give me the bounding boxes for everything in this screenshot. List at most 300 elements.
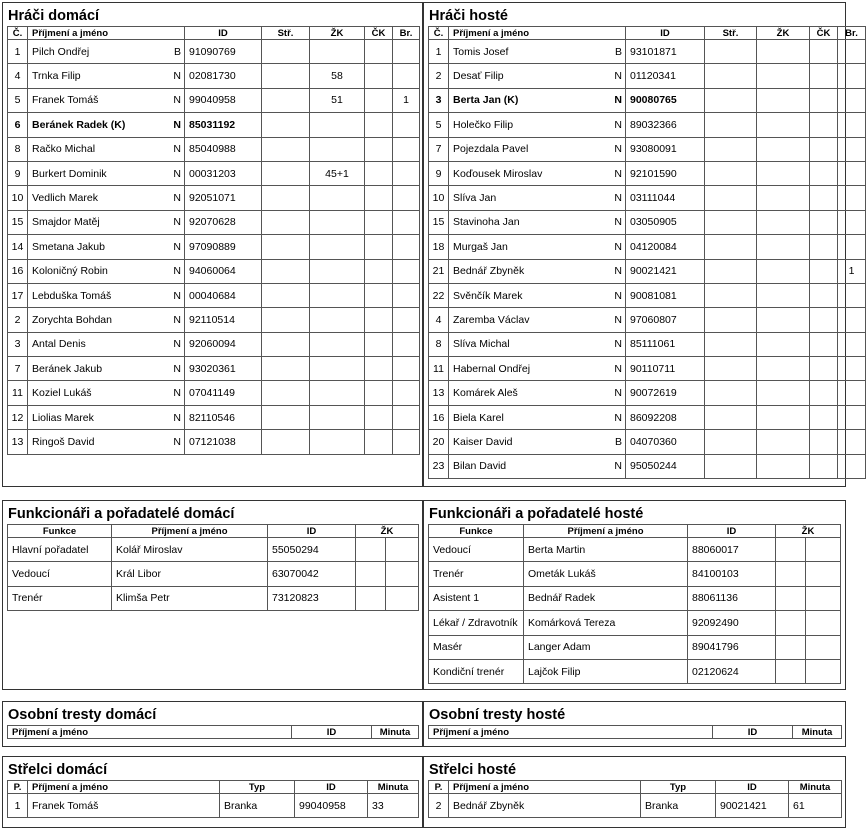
table-row (429, 137, 866, 161)
player-id: 85031192 (185, 113, 262, 137)
player-name (449, 308, 626, 332)
player-goals (838, 186, 866, 210)
col-name: Příjmení a jméno (112, 525, 268, 538)
player-number: 3 (8, 332, 28, 356)
player-number: 21 (429, 259, 449, 283)
player-goals (393, 283, 420, 307)
col-no: P. (8, 781, 28, 794)
player-name (28, 210, 185, 234)
official-name: Král Libor (112, 562, 268, 586)
col-minute: Minuta (368, 781, 419, 794)
scorer-minute: 33 (368, 794, 419, 818)
table-row (429, 186, 866, 210)
player-substitution (705, 283, 757, 307)
official-extra-cell (806, 538, 841, 562)
official-id: 88060017 (688, 538, 776, 562)
player-name-text: Koziel Lukáš (32, 387, 92, 400)
player-substitution (705, 210, 757, 234)
official-name: Lajčok Filip (524, 659, 688, 683)
officials-away-title: Funkcionáři a pořadatelé hosté (429, 506, 644, 522)
player-red-card (365, 161, 393, 185)
player-name-text: Trnka Filip (32, 70, 81, 83)
table-row (429, 88, 866, 112)
player-yellow-card (757, 430, 810, 454)
table-row (429, 40, 866, 64)
player-name (449, 381, 626, 405)
player-name (28, 64, 185, 88)
player-substitution (262, 40, 310, 64)
player-substitution (705, 357, 757, 381)
player-red-card (810, 235, 838, 259)
player-goals (393, 381, 420, 405)
player-substitution (262, 259, 310, 283)
player-number: 1 (429, 40, 449, 64)
player-flag: N (173, 216, 181, 229)
table-row (429, 235, 866, 259)
player-substitution (705, 137, 757, 161)
officials-away-panel (423, 500, 846, 690)
player-name (449, 113, 626, 137)
scorer-number: 1 (8, 794, 28, 818)
player-flag: N (614, 362, 622, 375)
table-row (8, 113, 420, 137)
officials-home-panel (2, 500, 423, 690)
table-row (429, 64, 866, 88)
player-name-text: Pilch Ondřej (32, 45, 90, 58)
player-name (449, 186, 626, 210)
player-flag: N (173, 362, 181, 375)
player-name (449, 259, 626, 283)
player-goals (838, 308, 866, 332)
player-name (449, 64, 626, 88)
official-id: 63070042 (268, 562, 356, 586)
player-yellow-card (757, 137, 810, 161)
player-id: 90081081 (626, 283, 705, 307)
col-id: ID (268, 525, 356, 538)
col-zk: ŽK (757, 27, 810, 40)
scorer-minute: 61 (789, 794, 842, 818)
player-number: 17 (8, 283, 28, 307)
player-substitution (262, 161, 310, 185)
player-name-text: Svěnčík Marek (453, 289, 523, 302)
player-red-card (810, 381, 838, 405)
player-red-card (810, 186, 838, 210)
player-yellow-card (310, 430, 365, 454)
official-extra-cell (806, 586, 841, 610)
player-name (449, 235, 626, 259)
player-yellow-card (757, 332, 810, 356)
player-red-card (365, 210, 393, 234)
player-number: 9 (8, 161, 28, 185)
official-id: 89041796 (688, 635, 776, 659)
player-id: 85040988 (185, 137, 262, 161)
player-number: 23 (429, 454, 449, 478)
player-red-card (810, 64, 838, 88)
player-flag: N (614, 387, 622, 400)
player-id: 90072619 (626, 381, 705, 405)
official-role: Kondiční trenér (429, 659, 524, 683)
player-red-card (810, 405, 838, 429)
player-flag: B (614, 435, 622, 448)
players-home-table (7, 26, 420, 455)
player-number: 15 (429, 210, 449, 234)
player-flag: N (614, 338, 622, 351)
official-yellow-card (356, 586, 386, 610)
player-name-text: Račko Michal (32, 143, 96, 156)
col-minute: Minuta (789, 781, 842, 794)
player-id: 90110711 (626, 357, 705, 381)
player-yellow-card (310, 137, 365, 161)
official-extra-cell (806, 562, 841, 586)
table-row (429, 611, 841, 635)
player-number: 18 (429, 235, 449, 259)
player-name-text: Desať Filip (453, 70, 504, 83)
player-id: 99040958 (185, 88, 262, 112)
player-id: 90021421 (626, 259, 705, 283)
player-id: 91090769 (185, 40, 262, 64)
player-name-text: Slíva Jan (453, 192, 497, 205)
player-substitution (705, 308, 757, 332)
officials-away-rows (429, 538, 841, 684)
penalties-home-title: Osobní tresty domácí (8, 707, 157, 723)
player-name (28, 308, 185, 332)
player-number: 22 (429, 283, 449, 307)
player-name (28, 332, 185, 356)
official-yellow-card (356, 538, 386, 562)
player-name (449, 430, 626, 454)
player-flag: N (614, 70, 622, 83)
col-id: ID (716, 781, 789, 794)
player-red-card (365, 64, 393, 88)
player-goals (838, 332, 866, 356)
table-row (8, 332, 420, 356)
col-ck: ČK (810, 27, 838, 40)
scorers-home-header (8, 781, 419, 794)
col-name: Příjmení a jméno (28, 27, 185, 40)
player-id: 90080765 (626, 88, 705, 112)
player-name (449, 210, 626, 234)
player-name (28, 357, 185, 381)
player-goals (838, 381, 866, 405)
player-name (449, 332, 626, 356)
table-row (8, 586, 419, 610)
player-red-card (810, 430, 838, 454)
players-away-rows (429, 40, 866, 479)
official-extra-cell (806, 659, 841, 683)
player-id: 04120084 (626, 235, 705, 259)
player-name (28, 381, 185, 405)
official-name: Berta Martin (524, 538, 688, 562)
player-red-card (810, 454, 838, 478)
official-yellow-card (776, 538, 806, 562)
player-name (449, 405, 626, 429)
official-yellow-card (776, 586, 806, 610)
player-name-text: Kaiser David (453, 435, 513, 448)
player-id: 92051071 (185, 186, 262, 210)
player-goals (838, 88, 866, 112)
officials-home-title: Funkcionáři a pořadatelé domácí (8, 506, 235, 522)
col-name: Příjmení a jméno (28, 781, 220, 794)
player-red-card (365, 137, 393, 161)
player-name-text: Liolias Marek (32, 411, 94, 424)
player-number: 6 (8, 113, 28, 137)
official-id: 84100103 (688, 562, 776, 586)
player-number: 4 (8, 64, 28, 88)
player-red-card (810, 113, 838, 137)
player-name-text: Stavinoha Jan (453, 216, 520, 229)
table-row (8, 283, 420, 307)
player-yellow-card (310, 210, 365, 234)
player-id: 92070628 (185, 210, 262, 234)
player-number: 2 (429, 64, 449, 88)
player-name (449, 161, 626, 185)
official-id: 88061136 (688, 586, 776, 610)
player-name-text: Berta Jan (K) (453, 94, 519, 107)
player-id: 97090889 (185, 235, 262, 259)
player-name-text: Franek Tomáš (32, 94, 99, 107)
scorers-home-panel (2, 756, 423, 828)
scorers-away-table (428, 780, 842, 818)
player-name (28, 235, 185, 259)
players-away-title: Hráči hosté (429, 8, 508, 24)
table-row (8, 88, 420, 112)
player-id: 00031203 (185, 161, 262, 185)
player-flag: N (173, 289, 181, 302)
player-substitution (262, 137, 310, 161)
player-goals (838, 113, 866, 137)
player-flag: N (173, 118, 181, 131)
table-row (429, 283, 866, 307)
player-id: 82110546 (185, 405, 262, 429)
player-flag: N (614, 192, 622, 205)
scorers-away-rows (429, 794, 842, 818)
player-yellow-card (310, 113, 365, 137)
table-row (8, 259, 420, 283)
player-goals (393, 40, 420, 64)
table-row (8, 405, 420, 429)
official-name: Komárková Tereza (524, 611, 688, 635)
col-str: Stř. (262, 27, 310, 40)
official-name: Langer Adam (524, 635, 688, 659)
official-yellow-card (776, 659, 806, 683)
player-name-text: Smetana Jakub (32, 240, 105, 253)
player-yellow-card (310, 186, 365, 210)
col-zk: ŽK (776, 525, 841, 538)
table-row (429, 161, 866, 185)
table-row (429, 538, 841, 562)
player-yellow-card: 51 (310, 88, 365, 112)
player-flag: N (173, 265, 181, 278)
player-yellow-card (757, 405, 810, 429)
official-name: Bednář Radek (524, 586, 688, 610)
col-no: P. (429, 781, 449, 794)
col-id: ID (185, 27, 262, 40)
player-name (28, 161, 185, 185)
col-str: Stř. (705, 27, 757, 40)
player-number: 5 (429, 113, 449, 137)
player-name (28, 430, 185, 454)
player-name-text: Bilan David (453, 460, 507, 473)
player-name-text: Ringoš David (32, 435, 95, 448)
player-yellow-card (310, 40, 365, 64)
player-name-text: Murgaš Jan (453, 240, 508, 253)
player-name-text: Biela Karel (453, 411, 504, 424)
table-row (8, 40, 420, 64)
player-red-card (810, 137, 838, 161)
player-flag: N (173, 435, 181, 448)
player-id: 93020361 (185, 357, 262, 381)
player-red-card (810, 332, 838, 356)
player-flag: N (614, 143, 622, 156)
officials-home-rows (8, 538, 419, 611)
official-id: 55050294 (268, 538, 356, 562)
player-name (449, 454, 626, 478)
official-id: 73120823 (268, 586, 356, 610)
scorers-home-title: Střelci domácí (8, 762, 108, 778)
player-goals (838, 405, 866, 429)
player-flag: N (614, 313, 622, 326)
official-name: Klimša Petr (112, 586, 268, 610)
official-role: Lékař / Zdravotník (429, 611, 524, 635)
player-flag: N (173, 387, 181, 400)
player-red-card (365, 283, 393, 307)
player-flag: N (173, 167, 181, 180)
player-id: 03111044 (626, 186, 705, 210)
player-flag: N (614, 240, 622, 253)
player-goals (838, 64, 866, 88)
player-name-text: Bednář Zbyněk (453, 265, 525, 278)
col-name: Příjmení a jméno (524, 525, 688, 538)
player-yellow-card (310, 259, 365, 283)
player-name-text: Zaremba Václav (453, 313, 530, 326)
player-flag: N (173, 94, 181, 107)
table-row (429, 586, 841, 610)
table-row (8, 186, 420, 210)
player-name-text: Slíva Michal (453, 338, 510, 351)
player-id: 86092208 (626, 405, 705, 429)
player-id: 95050244 (626, 454, 705, 478)
player-yellow-card (757, 88, 810, 112)
players-home-rows (8, 40, 420, 455)
player-substitution (262, 308, 310, 332)
player-goals (838, 454, 866, 478)
officials-away-table (428, 524, 841, 684)
player-goals (393, 332, 420, 356)
player-name (28, 259, 185, 283)
player-flag: N (614, 94, 622, 107)
player-red-card (810, 259, 838, 283)
player-number: 13 (429, 381, 449, 405)
penalties-away-panel (423, 701, 846, 747)
scorer-name: Franek Tomáš (28, 794, 220, 818)
col-name: Příjmení a jméno (8, 726, 292, 739)
player-goals (393, 235, 420, 259)
player-id: 03050905 (626, 210, 705, 234)
table-row (429, 113, 866, 137)
official-name: Ometák Lukáš (524, 562, 688, 586)
player-red-card (810, 88, 838, 112)
player-id: 92101590 (626, 161, 705, 185)
table-row (8, 794, 419, 818)
player-flag: N (614, 265, 622, 278)
player-substitution (705, 40, 757, 64)
player-yellow-card (310, 332, 365, 356)
col-br: Br. (838, 27, 866, 40)
official-role: Hlavní pořadatel (8, 538, 112, 562)
player-id: 00040684 (185, 283, 262, 307)
scorer-number: 2 (429, 794, 449, 818)
player-name (449, 283, 626, 307)
player-yellow-card (757, 308, 810, 332)
player-number: 7 (429, 137, 449, 161)
player-red-card (810, 161, 838, 185)
player-number: 10 (8, 186, 28, 210)
player-goals (393, 113, 420, 137)
player-flag: N (173, 240, 181, 253)
player-id: 92110514 (185, 308, 262, 332)
player-yellow-card (757, 161, 810, 185)
player-yellow-card: 58 (310, 64, 365, 88)
table-row (429, 405, 866, 429)
official-role: Masér (429, 635, 524, 659)
player-substitution (262, 405, 310, 429)
player-number: 16 (429, 405, 449, 429)
player-goals (838, 137, 866, 161)
player-yellow-card (757, 235, 810, 259)
player-number: 16 (8, 259, 28, 283)
player-red-card (365, 235, 393, 259)
player-substitution (705, 88, 757, 112)
table-row (429, 308, 866, 332)
player-substitution (705, 186, 757, 210)
penalties-away-table (428, 725, 842, 739)
table-row (429, 794, 842, 818)
player-flag: N (173, 192, 181, 205)
player-flag: N (173, 143, 181, 156)
player-name (28, 40, 185, 64)
player-red-card (810, 40, 838, 64)
player-yellow-card (757, 210, 810, 234)
player-name (449, 357, 626, 381)
table-row (429, 332, 866, 356)
col-no: Č. (8, 27, 28, 40)
player-id: 97060807 (626, 308, 705, 332)
player-red-card (365, 186, 393, 210)
penalties-away-header (429, 726, 842, 739)
player-substitution (262, 88, 310, 112)
players-away-table (428, 26, 866, 479)
table-row (8, 308, 420, 332)
player-id: 94060064 (185, 259, 262, 283)
player-id: 04070360 (626, 430, 705, 454)
officials-home-table (7, 524, 419, 611)
player-number: 13 (8, 430, 28, 454)
players-home-panel (2, 2, 423, 487)
player-red-card (810, 308, 838, 332)
player-yellow-card (310, 308, 365, 332)
scorers-away-panel (423, 756, 846, 828)
player-goals (393, 357, 420, 381)
player-flag: N (173, 411, 181, 424)
player-number: 2 (8, 308, 28, 332)
player-flag: N (614, 216, 622, 229)
officials-away-header (429, 525, 841, 538)
player-goals (393, 308, 420, 332)
col-id: ID (713, 726, 793, 739)
col-zk: ŽK (310, 27, 365, 40)
official-extra-cell (806, 635, 841, 659)
penalties-away-title: Osobní tresty hosté (429, 707, 566, 723)
